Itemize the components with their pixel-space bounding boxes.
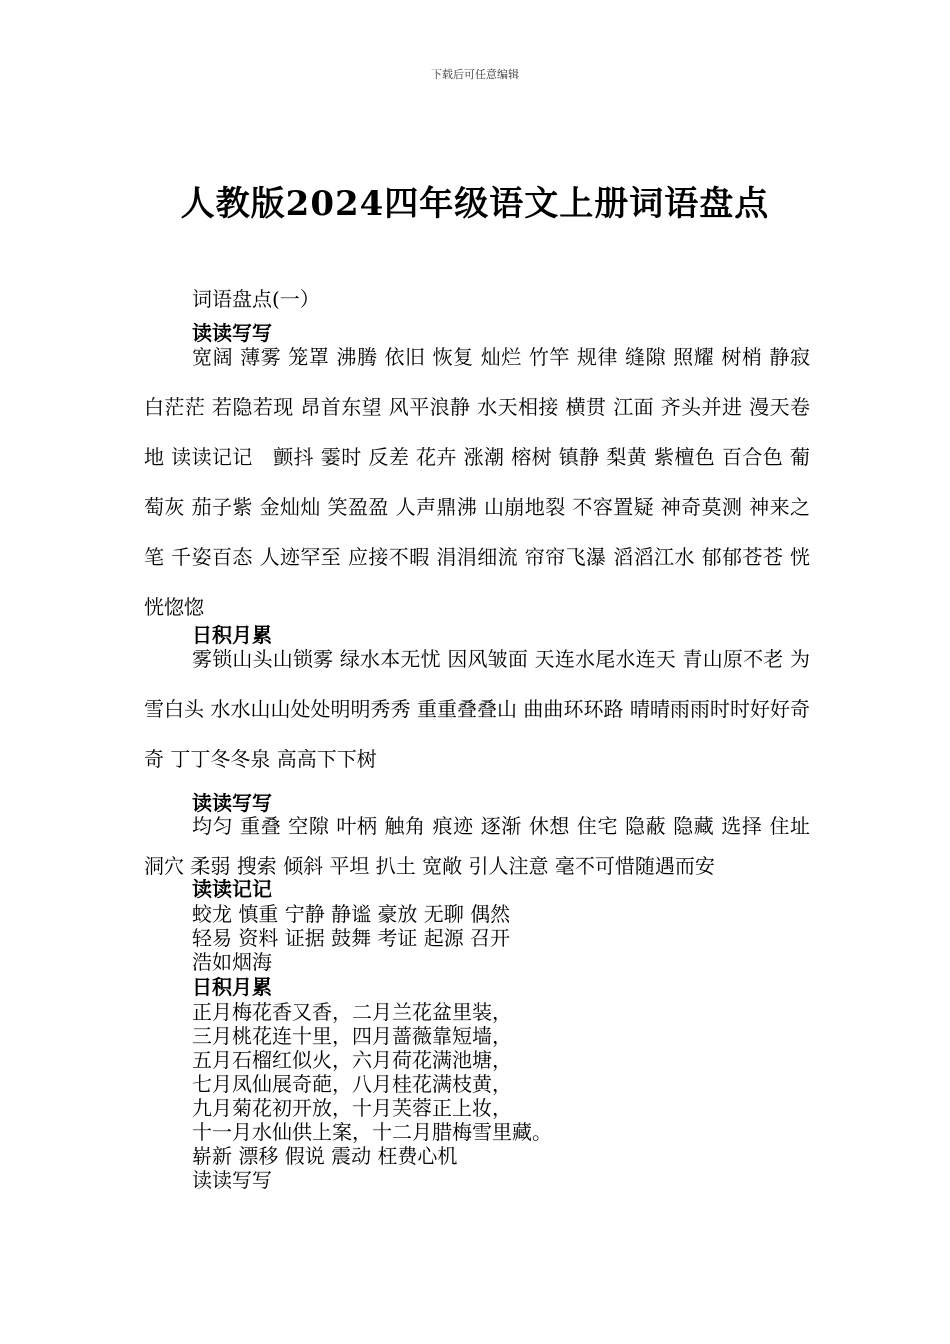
heading-du-du-ji-ji: 读读记记 xyxy=(192,877,272,901)
poem-line: 十一月水仙供上案，十二月腊梅雪里藏。 xyxy=(192,1120,552,1144)
heading-du-du-xie-xie-2: 读读写写 xyxy=(192,791,272,815)
word-list-2: 雾锁山头山锁雾 绿水本无忧 因风皱面 天连水尾水连天 青山原不老 为雪白头 水水山山处处明明秀秀 重重叠叠山 曲曲环环路 晴晴雨雨时时好好奇奇 丁丁冬冬泉 高高下下树 xyxy=(144,647,810,771)
poem-line: 九月菊花初开放，十月芙蓉正上妆， xyxy=(192,1096,512,1120)
header-note: 下载后可任意编辑 xyxy=(431,68,519,81)
word-line: 浩如烟海 xyxy=(192,950,272,974)
poem-line: 五月石榴红似火，六月荷花满池塘， xyxy=(192,1048,512,1072)
section-label: 词语盘点(一） xyxy=(192,287,320,311)
poem-line: 三月桃花连十里，四月蔷薇靠短墙， xyxy=(192,1024,512,1048)
word-list-3: 均匀 重叠 空隙 叶柄 触角 痕迹 逐渐 休想 住宅 隐蔽 隐藏 选择 住址 洞穴 柔弱 搜索 倾斜 平坦 扒土 宽敞 引人注意 毫不可惜随遇而安 xyxy=(144,814,810,878)
poem-line: 七月凤仙展奇葩，八月桂花满枝黄， xyxy=(192,1072,512,1096)
word-line: 崭新 漂移 假说 震动 枉费心机 xyxy=(192,1144,458,1168)
word-line: 蛟龙 慎重 宁静 静谧 豪放 无聊 偶然 xyxy=(192,902,511,926)
word-line: 读读写写 xyxy=(192,1168,272,1192)
page-title: 人教版2024四年级语文上册词语盘点 xyxy=(180,184,770,224)
word-list-1: 宽阔 薄雾 笼罩 沸腾 依旧 恢复 灿烂 竹竿 规律 缝隙 照耀 树梢 静寂 白茫茫 若隐若现 昂首东望 风平浪静 水天相接 横贯 江面 齐头并进 漫天卷地 读读记记 颤抖 霎时 反差 花卉 涨潮 榕树 镇静 梨黄 紫檀色 百合色 葡萄灰 茄子紫 金灿灿 笑盈盈 人声鼎沸 山崩地裂 不容置疑 神奇莫测 神来之笔 千姿百态 人迹罕至 应接不暇 涓涓细流 帘帘飞瀑 滔滔江水 郁郁苍苍 恍恍惚惚 xyxy=(144,345,810,619)
document-body xyxy=(144,284,810,1192)
heading-ri-ji-yue-lei-2: 日积月累 xyxy=(192,975,272,999)
word-line: 轻易 资料 证据 鼓舞 考证 起源 召开 xyxy=(192,926,511,950)
heading-ri-ji-yue-lei: 日积月累 xyxy=(192,623,272,647)
poem-line: 正月梅花香又香，二月兰花盆里装， xyxy=(192,1000,512,1024)
heading-du-du-xie-xie: 读读写写 xyxy=(192,321,272,345)
